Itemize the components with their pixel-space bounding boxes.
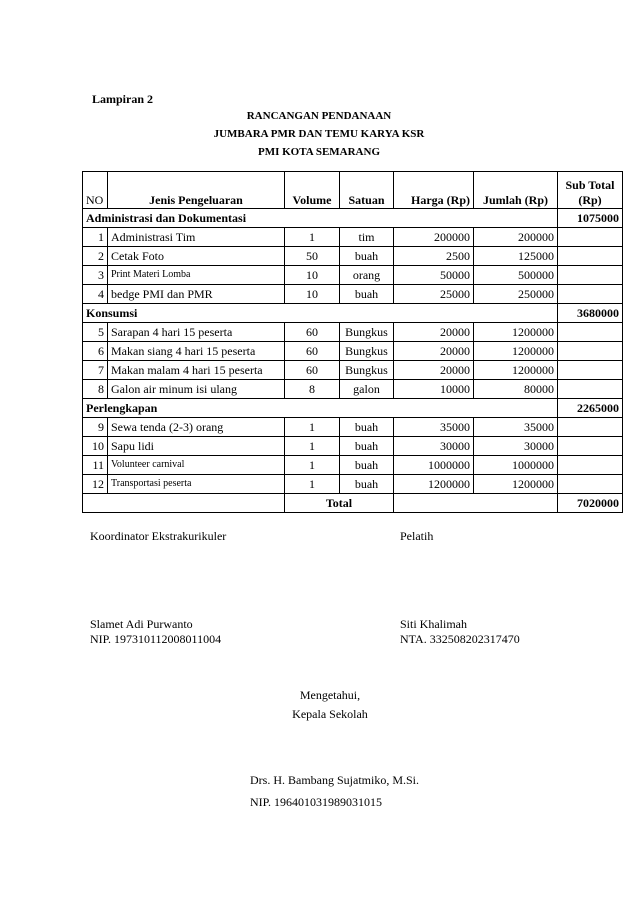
item-volume: 50 — [285, 247, 340, 266]
principal-name: Drs. H. Bambang Sujatmiko, M.Si. — [250, 773, 420, 787]
table-row — [83, 285, 623, 304]
coordinator-nip: NIP. 197310112008011004 — [90, 632, 222, 646]
item-no: 2 — [83, 247, 108, 266]
table-row — [83, 361, 623, 380]
item-unit: buah — [340, 437, 394, 456]
item-description: Administrasi Tim — [108, 228, 285, 247]
item-subtotal-empty — [558, 266, 623, 285]
item-price: 20000 — [394, 323, 474, 342]
section-subtotal: 3680000 — [558, 304, 623, 323]
item-unit: buah — [340, 456, 394, 475]
coordinator-title: Koordinator Ekstrakurikuler — [90, 529, 227, 543]
section-subtotal: 2265000 — [558, 399, 623, 418]
item-price: 25000 — [394, 285, 474, 304]
section-name: Konsumsi — [83, 304, 558, 323]
item-unit: Bungkus — [340, 323, 394, 342]
item-no: 6 — [83, 342, 108, 361]
item-amount: 1200000 — [474, 342, 558, 361]
item-subtotal-empty — [558, 475, 623, 494]
item-no: 7 — [83, 361, 108, 380]
item-no: 5 — [83, 323, 108, 342]
item-subtotal-empty — [558, 456, 623, 475]
item-price: 50000 — [394, 266, 474, 285]
item-price: 2500 — [394, 247, 474, 266]
item-unit: buah — [340, 475, 394, 494]
section-row — [83, 209, 623, 228]
table-row — [83, 266, 623, 285]
item-description: Makan siang 4 hari 15 peserta — [108, 342, 285, 361]
trainer-title: Pelatih — [400, 529, 434, 543]
header-jenis: Jenis Pengeluaran — [108, 172, 285, 209]
item-price: 20000 — [394, 342, 474, 361]
item-no: 1 — [83, 228, 108, 247]
item-price: 1000000 — [394, 456, 474, 475]
item-description: Transportasi peserta — [108, 475, 285, 494]
item-volume: 10 — [285, 266, 340, 285]
budget-table — [82, 171, 623, 513]
item-subtotal-empty — [558, 418, 623, 437]
item-subtotal-empty — [558, 361, 623, 380]
table-row — [83, 228, 623, 247]
item-subtotal-empty — [558, 247, 623, 266]
item-volume: 8 — [285, 380, 340, 399]
item-price: 10000 — [394, 380, 474, 399]
item-unit: tim — [340, 228, 394, 247]
attachment-label: Lampiran 2 — [92, 92, 154, 106]
item-price: 35000 — [394, 418, 474, 437]
section-row — [83, 304, 623, 323]
item-price: 200000 — [394, 228, 474, 247]
item-subtotal-empty — [558, 323, 623, 342]
item-volume: 60 — [285, 323, 340, 342]
header-satuan: Satuan — [340, 172, 394, 209]
item-amount: 80000 — [474, 380, 558, 399]
item-description: Cetak Foto — [108, 247, 285, 266]
trainer-name: Siti Khalimah — [400, 617, 467, 631]
item-volume: 1 — [285, 228, 340, 247]
item-price: 1200000 — [394, 475, 474, 494]
item-amount: 1200000 — [474, 361, 558, 380]
item-no: 10 — [83, 437, 108, 456]
item-no: 12 — [83, 475, 108, 494]
table-row — [83, 380, 623, 399]
doc-title-line-1: RANCANGAN PENDANAAN — [246, 110, 392, 122]
header-no: NO — [83, 172, 108, 209]
item-amount: 200000 — [474, 228, 558, 247]
item-unit: buah — [340, 418, 394, 437]
item-description: Sapu lidi — [108, 437, 285, 456]
item-volume: 60 — [285, 361, 340, 380]
principal-nip: NIP. 196401031989031015 — [250, 795, 383, 809]
item-no: 4 — [83, 285, 108, 304]
item-unit: galon — [340, 380, 394, 399]
item-description: Volunteer carnival — [108, 456, 285, 475]
item-amount: 30000 — [474, 437, 558, 456]
item-price: 30000 — [394, 437, 474, 456]
section-subtotal: 1075000 — [558, 209, 623, 228]
item-amount: 1200000 — [474, 323, 558, 342]
total-spacer-2 — [394, 494, 558, 513]
principal-title: Kepala Sekolah — [292, 707, 368, 721]
table-header-row — [83, 172, 623, 209]
total-label: Total — [285, 494, 394, 513]
item-amount: 1000000 — [474, 456, 558, 475]
table-row — [83, 437, 623, 456]
item-volume: 10 — [285, 285, 340, 304]
item-description: Print Materi Lomba — [108, 266, 285, 285]
item-volume: 1 — [285, 418, 340, 437]
item-description: bedge PMI dan PMR — [108, 285, 285, 304]
item-subtotal-empty — [558, 380, 623, 399]
header-harga: Harga (Rp) — [394, 172, 474, 209]
item-subtotal-empty — [558, 228, 623, 247]
section-name: Perlengkapan — [83, 399, 558, 418]
item-amount: 125000 — [474, 247, 558, 266]
item-unit: orang — [340, 266, 394, 285]
item-description: Sewa tenda (2-3) orang — [108, 418, 285, 437]
item-unit: buah — [340, 285, 394, 304]
header-volume: Volume — [285, 172, 340, 209]
header-subtotal-line2: (Rp) — [578, 193, 602, 207]
item-volume: 60 — [285, 342, 340, 361]
section-row — [83, 399, 623, 418]
doc-title-line-3: PMI KOTA SEMARANG — [257, 146, 381, 158]
table-row — [83, 475, 623, 494]
item-unit: buah — [340, 247, 394, 266]
table-row — [83, 342, 623, 361]
item-amount: 1200000 — [474, 475, 558, 494]
table-row — [83, 323, 623, 342]
item-volume: 1 — [285, 456, 340, 475]
item-description: Makan malam 4 hari 15 peserta — [108, 361, 285, 380]
item-unit: Bungkus — [340, 342, 394, 361]
item-unit: Bungkus — [340, 361, 394, 380]
item-no: 3 — [83, 266, 108, 285]
item-description: Sarapan 4 hari 15 peserta — [108, 323, 285, 342]
item-description: Galon air minum isi ulang — [108, 380, 285, 399]
item-volume: 1 — [285, 437, 340, 456]
item-no: 11 — [83, 456, 108, 475]
item-amount: 500000 — [474, 266, 558, 285]
item-subtotal-empty — [558, 342, 623, 361]
item-subtotal-empty — [558, 437, 623, 456]
coordinator-name: Slamet Adi Purwanto — [90, 617, 193, 631]
item-amount: 35000 — [474, 418, 558, 437]
doc-title-line-2: JUMBARA PMR DAN TEMU KARYA KSR — [213, 128, 425, 140]
item-price: 20000 — [394, 361, 474, 380]
item-no: 8 — [83, 380, 108, 399]
table-row — [83, 456, 623, 475]
header-subtotal — [558, 172, 623, 209]
total-row — [83, 494, 623, 513]
total-value: 7020000 — [558, 494, 623, 513]
item-no: 9 — [83, 418, 108, 437]
section-name: Administrasi dan Dokumentasi — [83, 209, 558, 228]
table-row — [83, 247, 623, 266]
header-subtotal-line1: Sub Total — [565, 178, 615, 192]
item-amount: 250000 — [474, 285, 558, 304]
trainer-nta: NTA. 332508202317470 — [400, 632, 520, 646]
item-volume: 1 — [285, 475, 340, 494]
table-row — [83, 418, 623, 437]
item-subtotal-empty — [558, 285, 623, 304]
total-spacer — [83, 494, 285, 513]
header-jumlah: Jumlah (Rp) — [474, 172, 558, 209]
acknowledged-label: Mengetahui, — [299, 688, 361, 702]
